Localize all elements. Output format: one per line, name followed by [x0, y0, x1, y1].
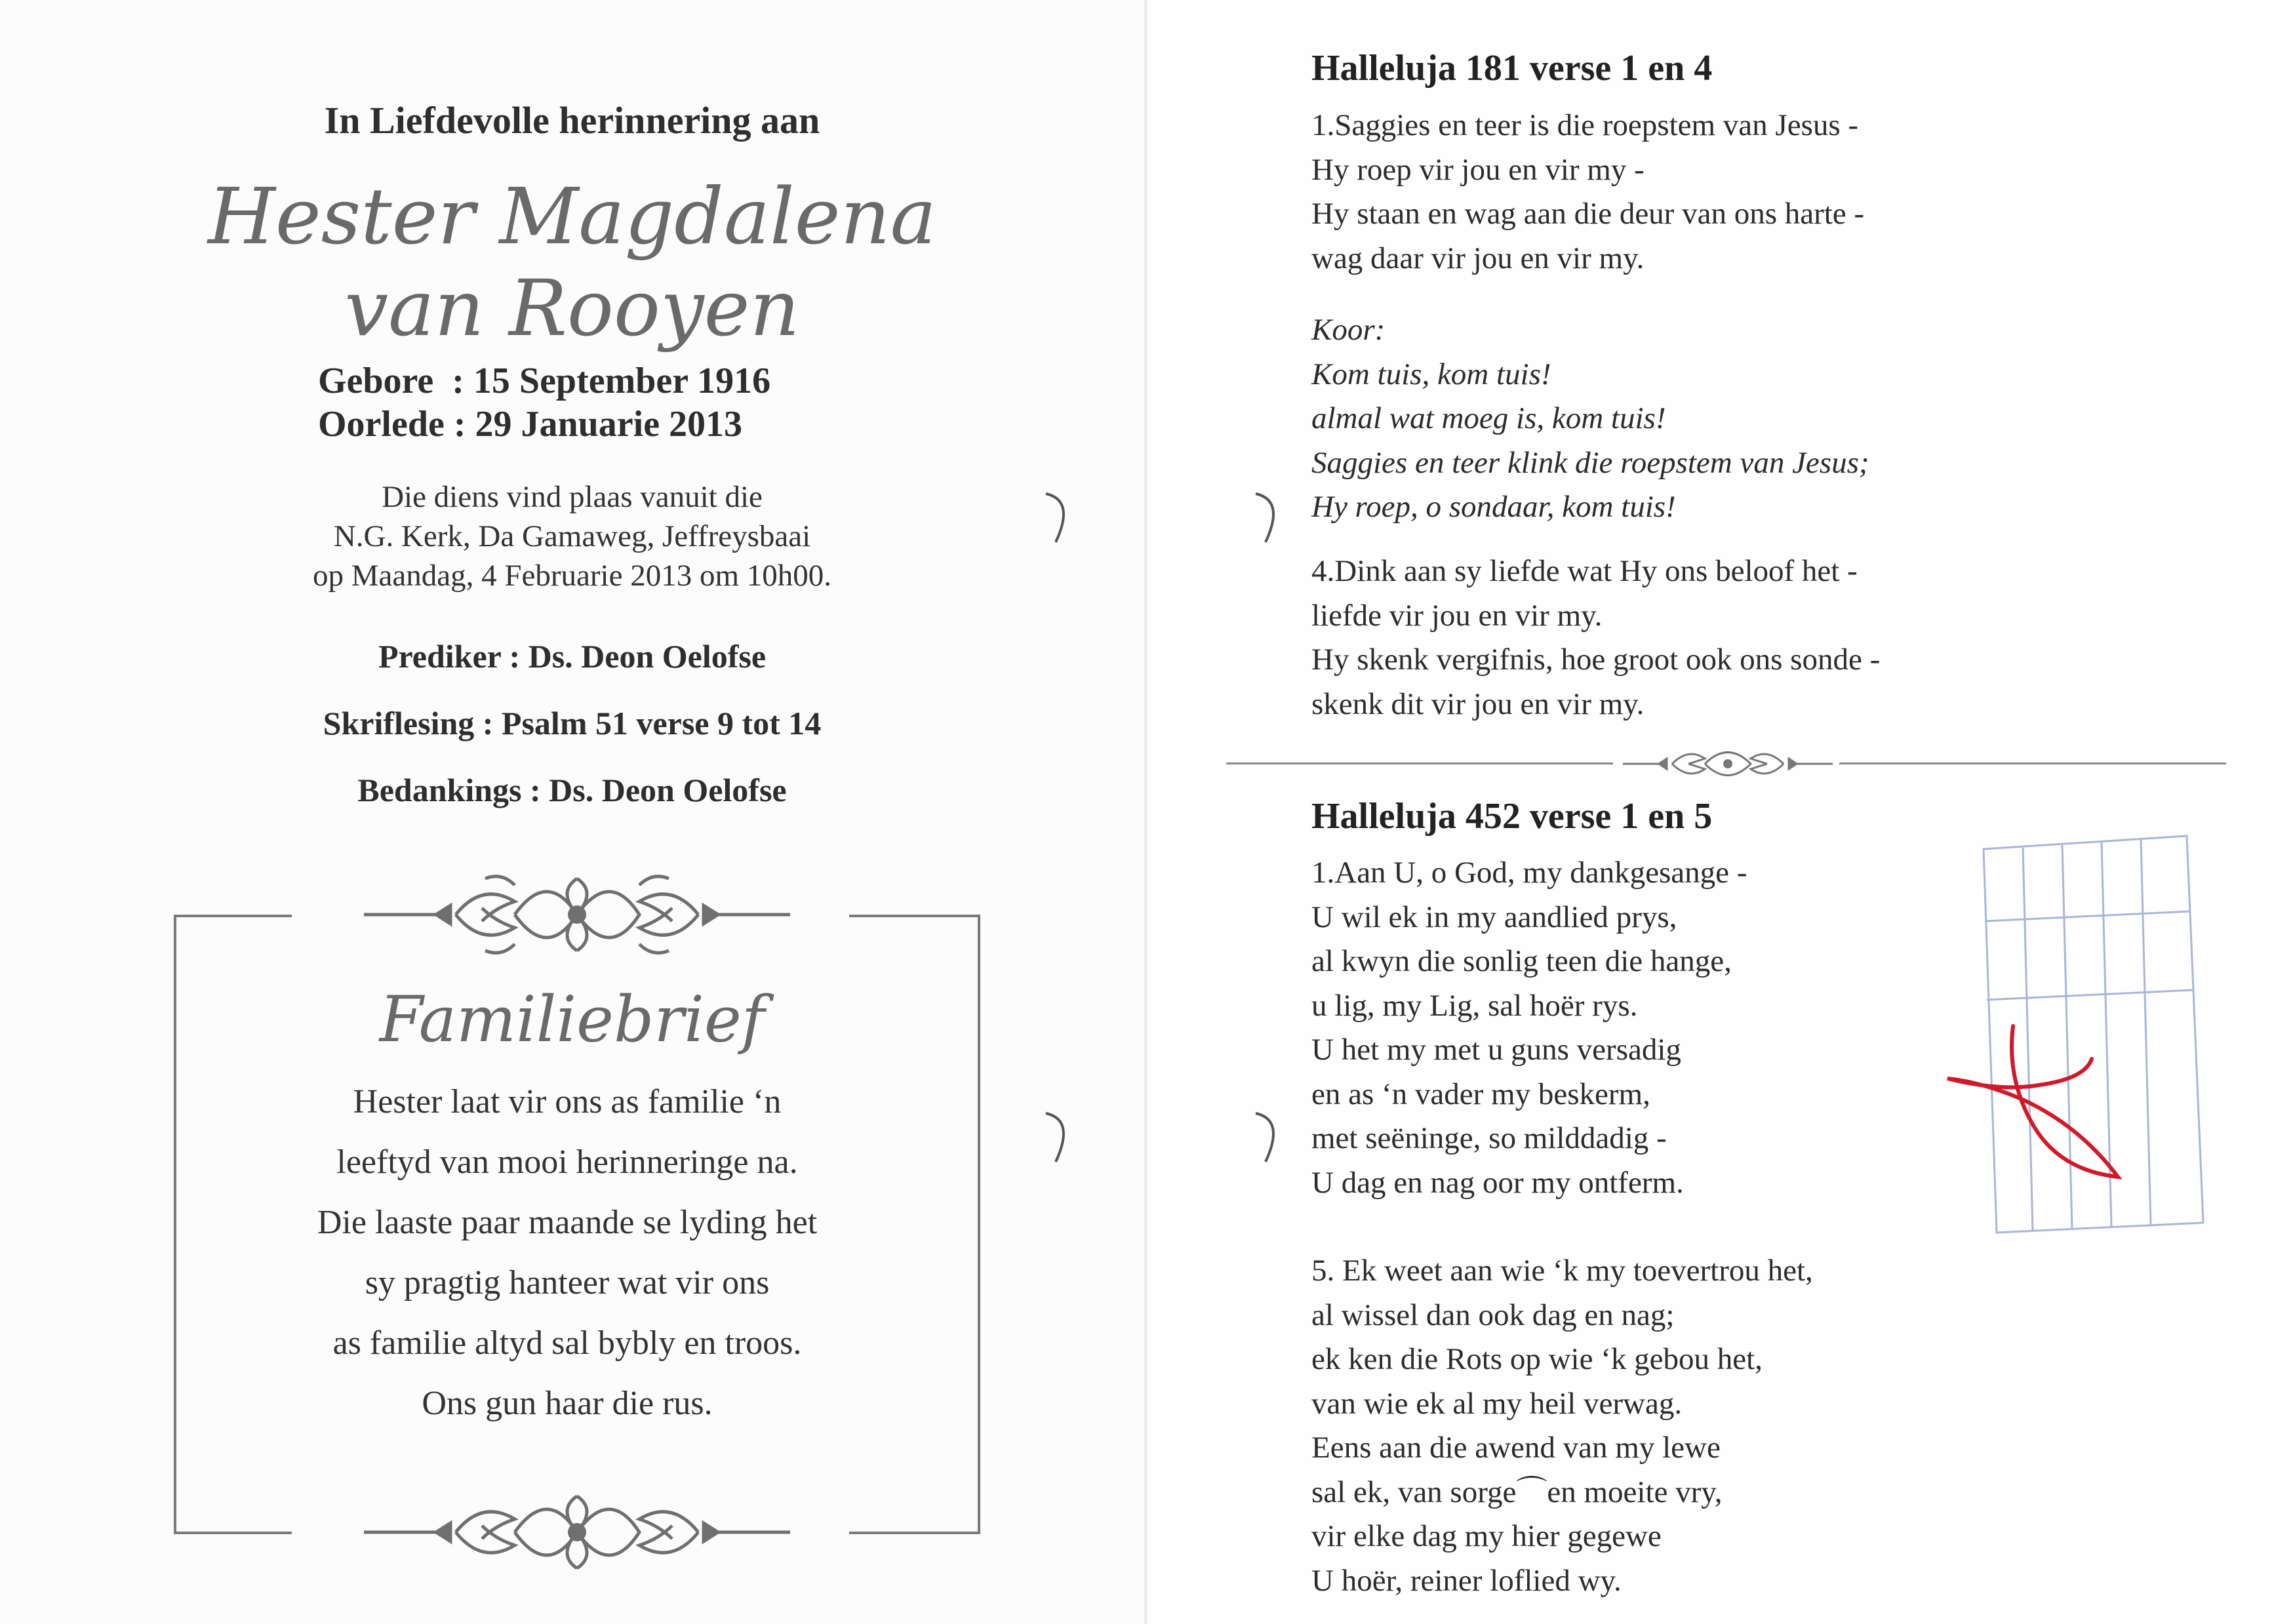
hymn1-title: Halleluja 181 verse 1 en 4 — [1311, 48, 1713, 89]
familiebrief-line: Ons gun haar die rus. — [422, 1385, 713, 1422]
verse-line: vir elke dag my hier gegewe — [1311, 1519, 1662, 1553]
verse-line: Hy roep vir jou en vir my - — [1311, 152, 1645, 187]
familiebrief-line: as familie altyd sal bybly en troos. — [332, 1324, 802, 1362]
verse-line: U het my met u guns versadig — [1311, 1033, 1681, 1067]
verse-line: U wil ek in my aandlied prys, — [1311, 900, 1677, 934]
memorial-heading: In Liefdevolle herinnering aan — [324, 99, 820, 142]
verse-line: al kwyn die sonlig teen die hange, — [1311, 944, 1732, 978]
familiebrief-line: leeftyd van mooi herinneringe na. — [336, 1143, 798, 1181]
verse-line: liefde vir jou en vir my. — [1311, 598, 1603, 633]
ornament-bottom — [364, 1483, 790, 1581]
hymn2-verse5 — [1311, 1249, 1813, 1603]
deceased-name-line2: van Rooyen — [344, 263, 800, 353]
divider-left — [1226, 762, 1613, 764]
familiebrief-line: Die laaste paar maande se lyding het — [317, 1204, 818, 1241]
skriflesing-line: Skriflesing : Psalm 51 verse 9 tot 14 — [323, 705, 822, 742]
verse-line: wag daar vir jou en vir my. — [1311, 241, 1645, 275]
deceased-name-line1: Hester Magdalena — [208, 171, 936, 262]
verse-line: 1.Saggies en teer is die roepstem van Jesus - — [1311, 108, 1859, 142]
chorus-line: Kom tuis, kom tuis! — [1311, 357, 1551, 391]
familiebrief-line: Hester laat vir ons as familie ‘n — [353, 1083, 782, 1120]
punch-hole-icon — [1026, 488, 1079, 547]
skriflesing-text: Psalm 51 verse 9 tot 14 — [501, 705, 822, 742]
verse-line: u lig, my Lig, sal hoër rys. — [1311, 988, 1638, 1023]
hymn1-verse4 — [1311, 549, 1880, 726]
service-line: Die diens vind plaas vanuit die — [382, 480, 763, 514]
prediker-line: Prediker : Ds. Deon Oelofse — [378, 638, 767, 675]
punch-hole-icon — [1236, 1108, 1288, 1167]
verse-line: 1.Aan U, o God, my dankgesange - — [1311, 856, 1747, 890]
died-date: 29 Januarie 2013 — [475, 404, 743, 445]
verse-line: 4.Dink aan sy liefde wat Hy ons beloof het - — [1311, 554, 1858, 588]
frame-bottom-right — [849, 1532, 980, 1534]
hymn2-title: Halleluja 452 verse 1 en 5 — [1311, 796, 1713, 837]
frame-bottom-left — [174, 1532, 292, 1534]
red-mark-icon — [1941, 1020, 2151, 1190]
bedankings-name: Ds. Deon Oelofse — [549, 772, 787, 808]
skriflesing-label: Skriflesing — [323, 705, 475, 742]
birth-line: Gebore : 15 September 1916 — [318, 361, 771, 401]
bedankings-line: Bedankings : Ds. Deon Oelofse — [357, 772, 787, 808]
divider-ornament — [1623, 744, 1833, 783]
service-info — [0, 477, 1144, 595]
frame-top-right — [849, 915, 980, 917]
chorus-line: Hy roep, o sondaar, kom tuis! — [1311, 490, 1676, 524]
chorus-line: Saggies en teer klink die roepstem van Jesus; — [1311, 445, 1869, 480]
familiebrief-line: sy pragtig hanteer wat vir ons — [365, 1264, 770, 1301]
chorus-line: almal wat moeg is, kom tuis! — [1311, 401, 1666, 435]
frame-top-left — [174, 915, 292, 917]
verse-line: sal ek, van sorge⌒en moeite vry, — [1311, 1475, 1723, 1509]
verse-line: al wissel dan ook dag en nag; — [1311, 1297, 1675, 1332]
death-line: Oorlede : 29 Januarie 2013 — [318, 404, 743, 445]
bedankings-label: Bedankings — [357, 772, 522, 808]
punch-hole-icon — [1236, 488, 1288, 547]
verse-line: 5. Ek weet aan wie ‘k my toevertrou het, — [1311, 1254, 1813, 1288]
hymn1-verse1 — [1311, 104, 1864, 281]
divider-right — [1839, 762, 2226, 764]
born-label: Gebore — [318, 361, 434, 401]
familiebrief-title: Familiebrief — [379, 983, 765, 1056]
verse-line: met seëninge, so milddadig - — [1311, 1121, 1667, 1155]
verse-line: van wie ek al my heil verwag. — [1311, 1386, 1683, 1421]
ornament-top — [364, 865, 790, 964]
service-line: op Maandag, 4 Februarie 2013 om 10h00. — [312, 559, 831, 593]
service-line: N.G. Kerk, Da Gamaweg, Jeffreysbaai — [333, 519, 811, 553]
verse-line: ek ken die Rots op wie ‘k gebou het, — [1311, 1342, 1763, 1376]
verse-line: en as ‘n vader my beskerm, — [1311, 1077, 1650, 1111]
familiebrief-text — [174, 1072, 961, 1434]
verse-line: Hy staan en wag aan die deur van ons harte - — [1311, 197, 1865, 231]
prediker-label: Prediker — [378, 638, 501, 675]
hymn1-chorus — [1311, 308, 1869, 530]
verse-line: skenk dit vir jou en vir my. — [1311, 686, 1645, 721]
verse-line: U hoër, reiner loflied wy. — [1311, 1563, 1622, 1598]
chorus-label: Koor: — [1311, 313, 1386, 347]
born-date: 15 September 1916 — [473, 361, 771, 401]
punch-hole-icon — [1026, 1108, 1079, 1167]
died-label: Oorlede — [318, 404, 445, 445]
left-panel — [0, 0, 1144, 1624]
verse-line: Hy skenk vergifnis, hoe groot ook ons sonde - — [1311, 643, 1881, 677]
verse-line: Eens aan die awend van my lewe — [1311, 1431, 1721, 1465]
prediker-name: Ds. Deon Oelofse — [528, 638, 767, 675]
verse-line: U dag en nag oor my ontferm. — [1311, 1165, 1684, 1200]
hymn2-verse1 — [1311, 851, 1747, 1205]
